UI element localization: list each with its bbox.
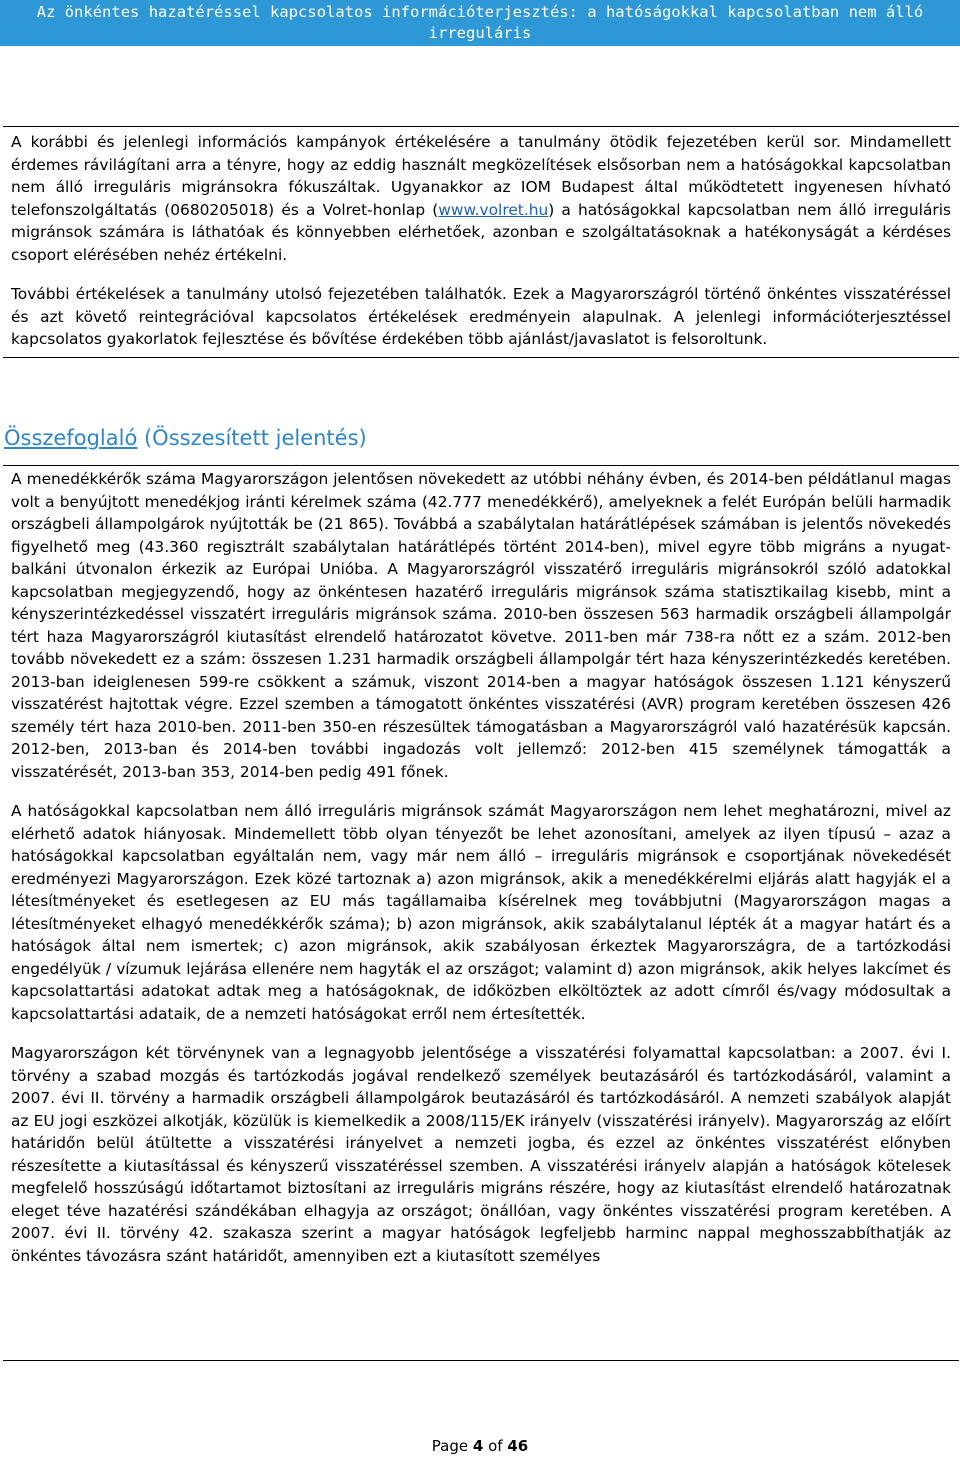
intro-paragraph-1 bbox=[11, 131, 951, 266]
page-footer bbox=[0, 1436, 960, 1456]
running-header bbox=[0, 0, 960, 63]
section-heading-link[interactable]: Összefoglaló bbox=[4, 426, 138, 450]
section-heading bbox=[4, 424, 367, 452]
page-word: Page bbox=[431, 1437, 469, 1455]
intro-text-b: ) a hatóságokkal kapcsolatban nem álló irreguláris migránsok számára is láthatóak és könnyebben elérhetőek, azonban e szolgáltatásoknak a hatékonyságát a kérdéses csoport elérésében nehéz értékelni. bbox=[11, 200, 951, 264]
intro-paragraph-2: További értékelések a tanulmány utolsó fejezetében találhatók. Ezek a Magyarországról történő önkéntes visszatéréssel és azt követő reintegrációval kapcsolatos értékelések eredményein alapulnak. A jelenlegi információterjesztéssel kapcsolatos gyakorlatok fejlesztése és bővítése érdekében több ajánlást/javaslatot is felsoroltunk. bbox=[11, 285, 951, 348]
summary-paragraph-1: A menedékkérők száma Magyarországon jelentősen növekedett az utóbbi néhány évben, és 2014-ben példátlanul magas volt a benyújtott menedékjog iránti kérelmek száma (42.777 menedékkérő), amelyeknek a felét Európán belüli harmadik országbeli állampolgárok nyújtották be (21 865). Továbbá a szabálytalan határátlépések számában is jelentős növekedés figyelhető meg (43.360 regisztrált szabálytalan határátlépés történt 2014-ben), mivel egyre több migráns a nyugat-balkáni útvonalon érkezik az Európai Unióba. A Magyarországról visszatérő irreguláris migránsokról szóló adatokkal kapcsolatban megjegyzendő, hogy az önkéntesen hazatérő irreguláris migránsok száma statisztikailag kisebb, mint a kényszerintézkedéssel visszatért irreguláris migránsok száma. 2010-ben összesen 563 harmadik országbeli állampolgár tért haza Magyarországról kiutasítást elrendelő határozatot követve. 2011-ben már 738-ra nőtt ez a szám. 2012-ben tovább növekedett ez a szám: összesen 1.231 harmadik országbeli állampolgár tért haza kényszerintézkedés keretében. 2013-ban ideiglenesen 599-re csökkent a számuk, viszont 2014-ben a magyar hatóságok összesen 1.121 kényszerű visszatérést hajtottak végre. Ezzel szemben a támogatott önkéntes visszatérési (AVR) program keretében összesen 426 személy tért haza 2010-ben. 2011-ben 350-en részesültek támogatásban a Magyarországról való hazatérésük kapcsán. 2012-ben, 2013-ban és 2014-ben további ingadozás volt jellemző: 2012-ben 415 személynek támogatták a visszatérését, 2013-ban 353, 2014-ben pedig 491 főnek. bbox=[11, 470, 951, 781]
summary-paragraph-3: Magyarországon két törvénynek van a legnagyobb jelentősége a visszatérési folyamattal kapcsolatban: a 2007. évi I. törvény a szabad mozgás és tartózkodás jogával rendelkező személyek beutazásáról és tartózkodásáról, valamint a 2007. évi II. törvény a harmadik országbeli állampolgárok beutazásáról és tartózkodásáról. A nemzeti szabályok alapját az EU jogi eszközei alkotják, közülük is kiemelkedik a 2008/115/EK irányelv (visszatérési irányelv). Magyarország az előírt határidőn belül átültette a visszatérési irányelvet a nemzeti jogba, és ezzel az önkéntes visszatérést előnyben részesítette a kiutasítással és kényszerű visszatéréssel szemben. A visszatérési irányelv alapján a hatóságok kötelesek megfelelő hosszúságú időtartamot biztosítani az irreguláris migráns részére, hogy az kiutasítást elrendelő határozatnak eleget téve hazatérési szándékában elhagyja az országot; önállóan, vagy önkéntes visszatérési program keretében. A 2007. évi II. törvény 42. szakasza szerint a magyar hatóságok legfeljebb harminc nappal meghosszabbíthatják az önkéntes távozásra szánt határidőt, amennyiben ezt a kiutasított személyes bbox=[11, 1044, 951, 1265]
page-number: 4 bbox=[472, 1437, 484, 1455]
intro-text-a: A korábbi és jelenlegi információs kampányok értékelésére a tanulmány ötödik fejezetében kerül sor. Mindamellett érdemes rávilágítani arra a tényre, hogy az eddig használt megközelítések elsősorban nem a hatóságokkal kapcsolatban nem álló irreguláris migránsokra fókuszáltak. Ugyanakkor az IOM Budapest által működtetett ingyenesen hívható telefonszolgáltatás (0680205018) és a Volret-honlap ( bbox=[11, 133, 951, 219]
section-heading-rest: (Összesített jelentés) bbox=[137, 426, 367, 450]
of-word: of bbox=[488, 1437, 503, 1455]
total-pages: 46 bbox=[507, 1437, 529, 1455]
intro-box bbox=[3, 126, 959, 358]
summary-box bbox=[3, 465, 959, 1361]
header-line-2: migránsokkal való kapcsolatfelvétel lehetséges módjai bbox=[232, 45, 728, 63]
summary-paragraph-2: A hatóságokkal kapcsolatban nem álló irreguláris migránsok számát Magyarországon nem lehet meghatározni, mivel az elérhető adatok hiányosak. Mindemellett több olyan tényezőt be lehet azonosítani, amelyek az ilyen típusú – azaz a hatóságokkal kapcsolatban egyáltalán nem, vagy már nem álló – irreguláris migránsok e csoportjának növekedését eredményezi Magyarországon. Ezek közé tartoznak a) azon migránsok, akik a menedékkérelmi eljárás alatt hagyják el a létesítményeket és esetlegesen az EU más tagállamaiba kísérelnek meg továbbjutni (Magyarországon magas a létesítményeket elhagyó menedékkérők száma); b) azon migránsok, akik szabálytalanul lépték át a magyar határt és a hatóságok által nem ismertek; c) azon migránsok, akik szabályosan érkeztek Magyarországra, de a tartózkodási engedélyük / vízumuk lejárása ellenére nem hagyták el az országot; valamint d) azon migránsok, akik helyes lakcímet és kapcsolattartási adatokat adtak meg a hatóságoknak, de időközben elköltöztek az adott címről és/vagy módosultak a kapcsolattartási adataik, de a nemzeti hatóságokat erről nem értesítették. bbox=[11, 802, 951, 1023]
header-line-1: Az önkéntes hazatéréssel kapcsolatos információterjesztés: a hatóságokkal kapcsolatban nem álló irreguláris bbox=[36, 3, 924, 42]
volret-link[interactable]: www.volret.hu bbox=[438, 200, 549, 219]
